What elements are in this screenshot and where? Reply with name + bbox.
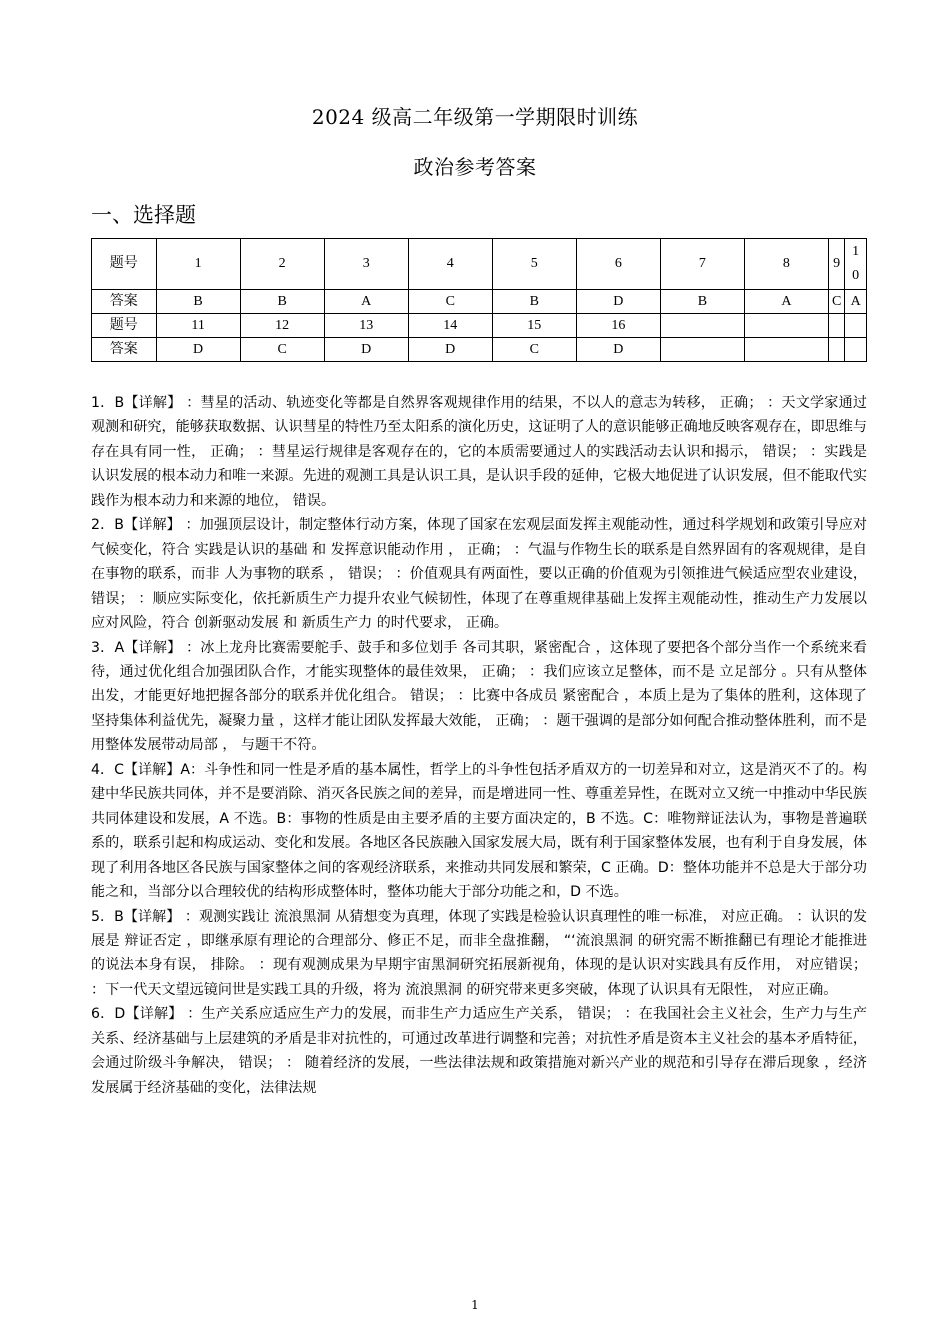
table-cell <box>845 239 867 290</box>
table-cell: 8 <box>744 239 828 290</box>
table-cell: A <box>744 290 828 314</box>
table-cell: C <box>492 338 576 362</box>
section-heading: 一、选择题 <box>91 203 196 227</box>
table-cell: 16 <box>576 314 660 338</box>
table-cell: D <box>576 290 660 314</box>
table-cell: 5 <box>492 239 576 290</box>
table-cell: 答案 <box>92 290 157 314</box>
table-cell: B <box>156 290 240 314</box>
table-cell: 1 <box>156 239 240 290</box>
table-row <box>92 290 867 314</box>
page-title: 2024 级高二年级第一学期限时训练 <box>311 105 639 129</box>
explanation-paragraph: 1．B【详解】 ：彗星的活动、轨迹变化等都是自然界客观规律作用的结果，不以人的意志为转移， 正确； ：天文学家通过观测和研究，能够获取数据、认识彗星的特性乃至太阳系的演化历史，这证明了人的意识能够正确地反映客观存在，即思维与存在具有同一性， 正确； ：彗星运行规律是客观存在的，它的本质需要通过人的实践活动去认识和揭示， 错误； ：实践是认识发展的根本动力和唯一来源。先进的观测工具是认识工具，是认识手段的延伸，它极大地促进了认识发展，但不能取代实践作为根本动力和来源的地位， 错误。 <box>91 395 867 509</box>
table-row <box>92 239 867 290</box>
table-cell: A <box>845 290 867 314</box>
table-cell: 13 <box>324 314 408 338</box>
table-cell: 题号 <box>92 314 157 338</box>
table-cell <box>744 314 828 338</box>
explanation-paragraph: 4．C【详解】A：斗争性和同一性是矛盾的基本属性，哲学上的斗争性包括矛盾双方的一切差异和对立，这是消灭不了的。构建中华民族共同体，并不是要消除、消灭各民族之间的差异，而是增进同一性、尊重差异性，在既对立又统一中推动中华民族共同体建设和发展，A 不选。B：事物的性质是由主要矛盾的主要方面决定的，B 不选。C：唯物辩证法认为，事物是普遍联系的，联系引起和构成运动、变化和发展。各地区各民族融入国家发展大局，既有利于国家整体发展，也有利于自身发展，体现了利用各地区各民族与国家整体之间的客观经济联系，来推动共同发展和繁荣，C 正确。D：整体功能并不总是大于部分功能之和，当部分以合理较优的结构形成整体时，整体功能大于部分功能之和，D 不选。 <box>91 761 867 901</box>
table-cell: 4 <box>408 239 492 290</box>
table-cell: C <box>408 290 492 314</box>
table-cell: D <box>324 338 408 362</box>
table-row <box>92 338 867 362</box>
table-cell <box>828 314 844 338</box>
table-cell: B <box>492 290 576 314</box>
table-cell-text: 10 <box>852 244 860 283</box>
explanation-paragraph: 3．A【详解】 ：冰上龙舟比赛需要舵手、鼓手和多位划手 各司其职，紧密配合 ，这体现了要把各个部分当作一个系统来看待，通过优化组合加强团队合作，才能实现整体的最佳效果， 正确； ：我们应该立足整体，而不是 立足部分 。只有从整体出发，才能更好地把握各部分的联系并优化组合。 错误； ：比赛中各成员 紧密配合 ，本质上是为了集体的胜利，这体现了 坚持集体利益优先，凝聚力量 ，这样才能让团队发挥最大效能， 正确； ：题干强调的是部分如何配合推动整体胜利，而不是 用整体发展带动局部 ， 与题干不符。 <box>91 639 867 754</box>
table-cell: 7 <box>660 239 744 290</box>
table-cell: D <box>156 338 240 362</box>
explanation-paragraph: 6．D【详解】 ：生产关系应适应生产力的发展，而非生产力适应生产关系， 错误； ：在我国社会主义社会，生产力与生产关系、经济基础与上层建筑的矛盾是非对抗性的，可通过改革进行调整和完善；对抗性矛盾是资本主义社会的基本矛盾特征，会通过阶级斗争解决， 错误； ： 随着经济的发展，一些法律法规和政策措施对新兴产业的规范和引导存在滞后现象 ，经济发展属于经济基础的变化，法律法规 <box>91 1006 867 1096</box>
table-cell <box>744 338 828 362</box>
table-cell: B <box>240 290 324 314</box>
explanation-paragraph: 2．B【详解】 ：加强顶层设计，制定整体行动方案，体现了国家在宏观层面发挥主观能动性，通过科学规划和政策引导应对气候变化，符合 实践是认识的基础 和 发挥意识能动作用 ， 正确； ：气温与作物生长的联系是自然界固有的客观规律，是自在事物的联系，而非 人为事物的联系 ， 错误； ：价值观具有两面性，要以正确的价值观为引领推进气候适应型农业建设， 错误； ：顺应实际变化，依托新质生产力提升农业气候韧性，体现了在尊重规律基础上发挥主观能动性，推动生产力发展以应对风险，符合 创新驱动发展 和 新质生产力 的时代要求， 正确。 <box>91 517 867 632</box>
table-cell: D <box>408 338 492 362</box>
table-cell: B <box>660 290 744 314</box>
table-cell: C <box>240 338 324 362</box>
table-cell: 11 <box>156 314 240 338</box>
explanations <box>91 391 867 1100</box>
answer-table <box>91 238 867 362</box>
table-cell: 12 <box>240 314 324 338</box>
table-cell: D <box>576 338 660 362</box>
table-cell <box>660 314 744 338</box>
table-cell <box>828 338 844 362</box>
table-cell: 15 <box>492 314 576 338</box>
table-cell: 3 <box>324 239 408 290</box>
table-cell: 6 <box>576 239 660 290</box>
table-cell <box>660 338 744 362</box>
table-cell: 答案 <box>92 338 157 362</box>
table-row <box>92 314 867 338</box>
page-subtitle: 政治参考答案 <box>413 155 537 179</box>
table-cell: C <box>828 290 844 314</box>
explanation-paragraph: 5．B【详解】 ：观测实践让 流浪黑洞 从猜想变为真理，体现了实践是检验认识真理性的唯一标准， 对应正确。 ：认识的发展是 辩证否定 ，即继承原有理论的合理部分、修正不足，而非全盘推翻， “‘流浪黑洞 的研究需不断推翻已有理论才能推进 的说法本身有误， 排除。 ：现有观测成果为早期宇宙黑洞研究拓展新视角，体现的是认识对实践具有反作用， 对应错误； ：下一代天文望远镜问世是实践工具的升级，将为 流浪黑洞 的研究带来更多突破，体现了认识具有无限性， 对应正确。 <box>91 908 867 998</box>
table-cell: 2 <box>240 239 324 290</box>
table-cell: 14 <box>408 314 492 338</box>
table-cell: 题号 <box>92 239 157 290</box>
table-cell: 9 <box>828 239 844 290</box>
table-cell <box>845 314 867 338</box>
page-number: 1 <box>471 1298 479 1312</box>
table-cell: A <box>324 290 408 314</box>
table-cell <box>845 338 867 362</box>
